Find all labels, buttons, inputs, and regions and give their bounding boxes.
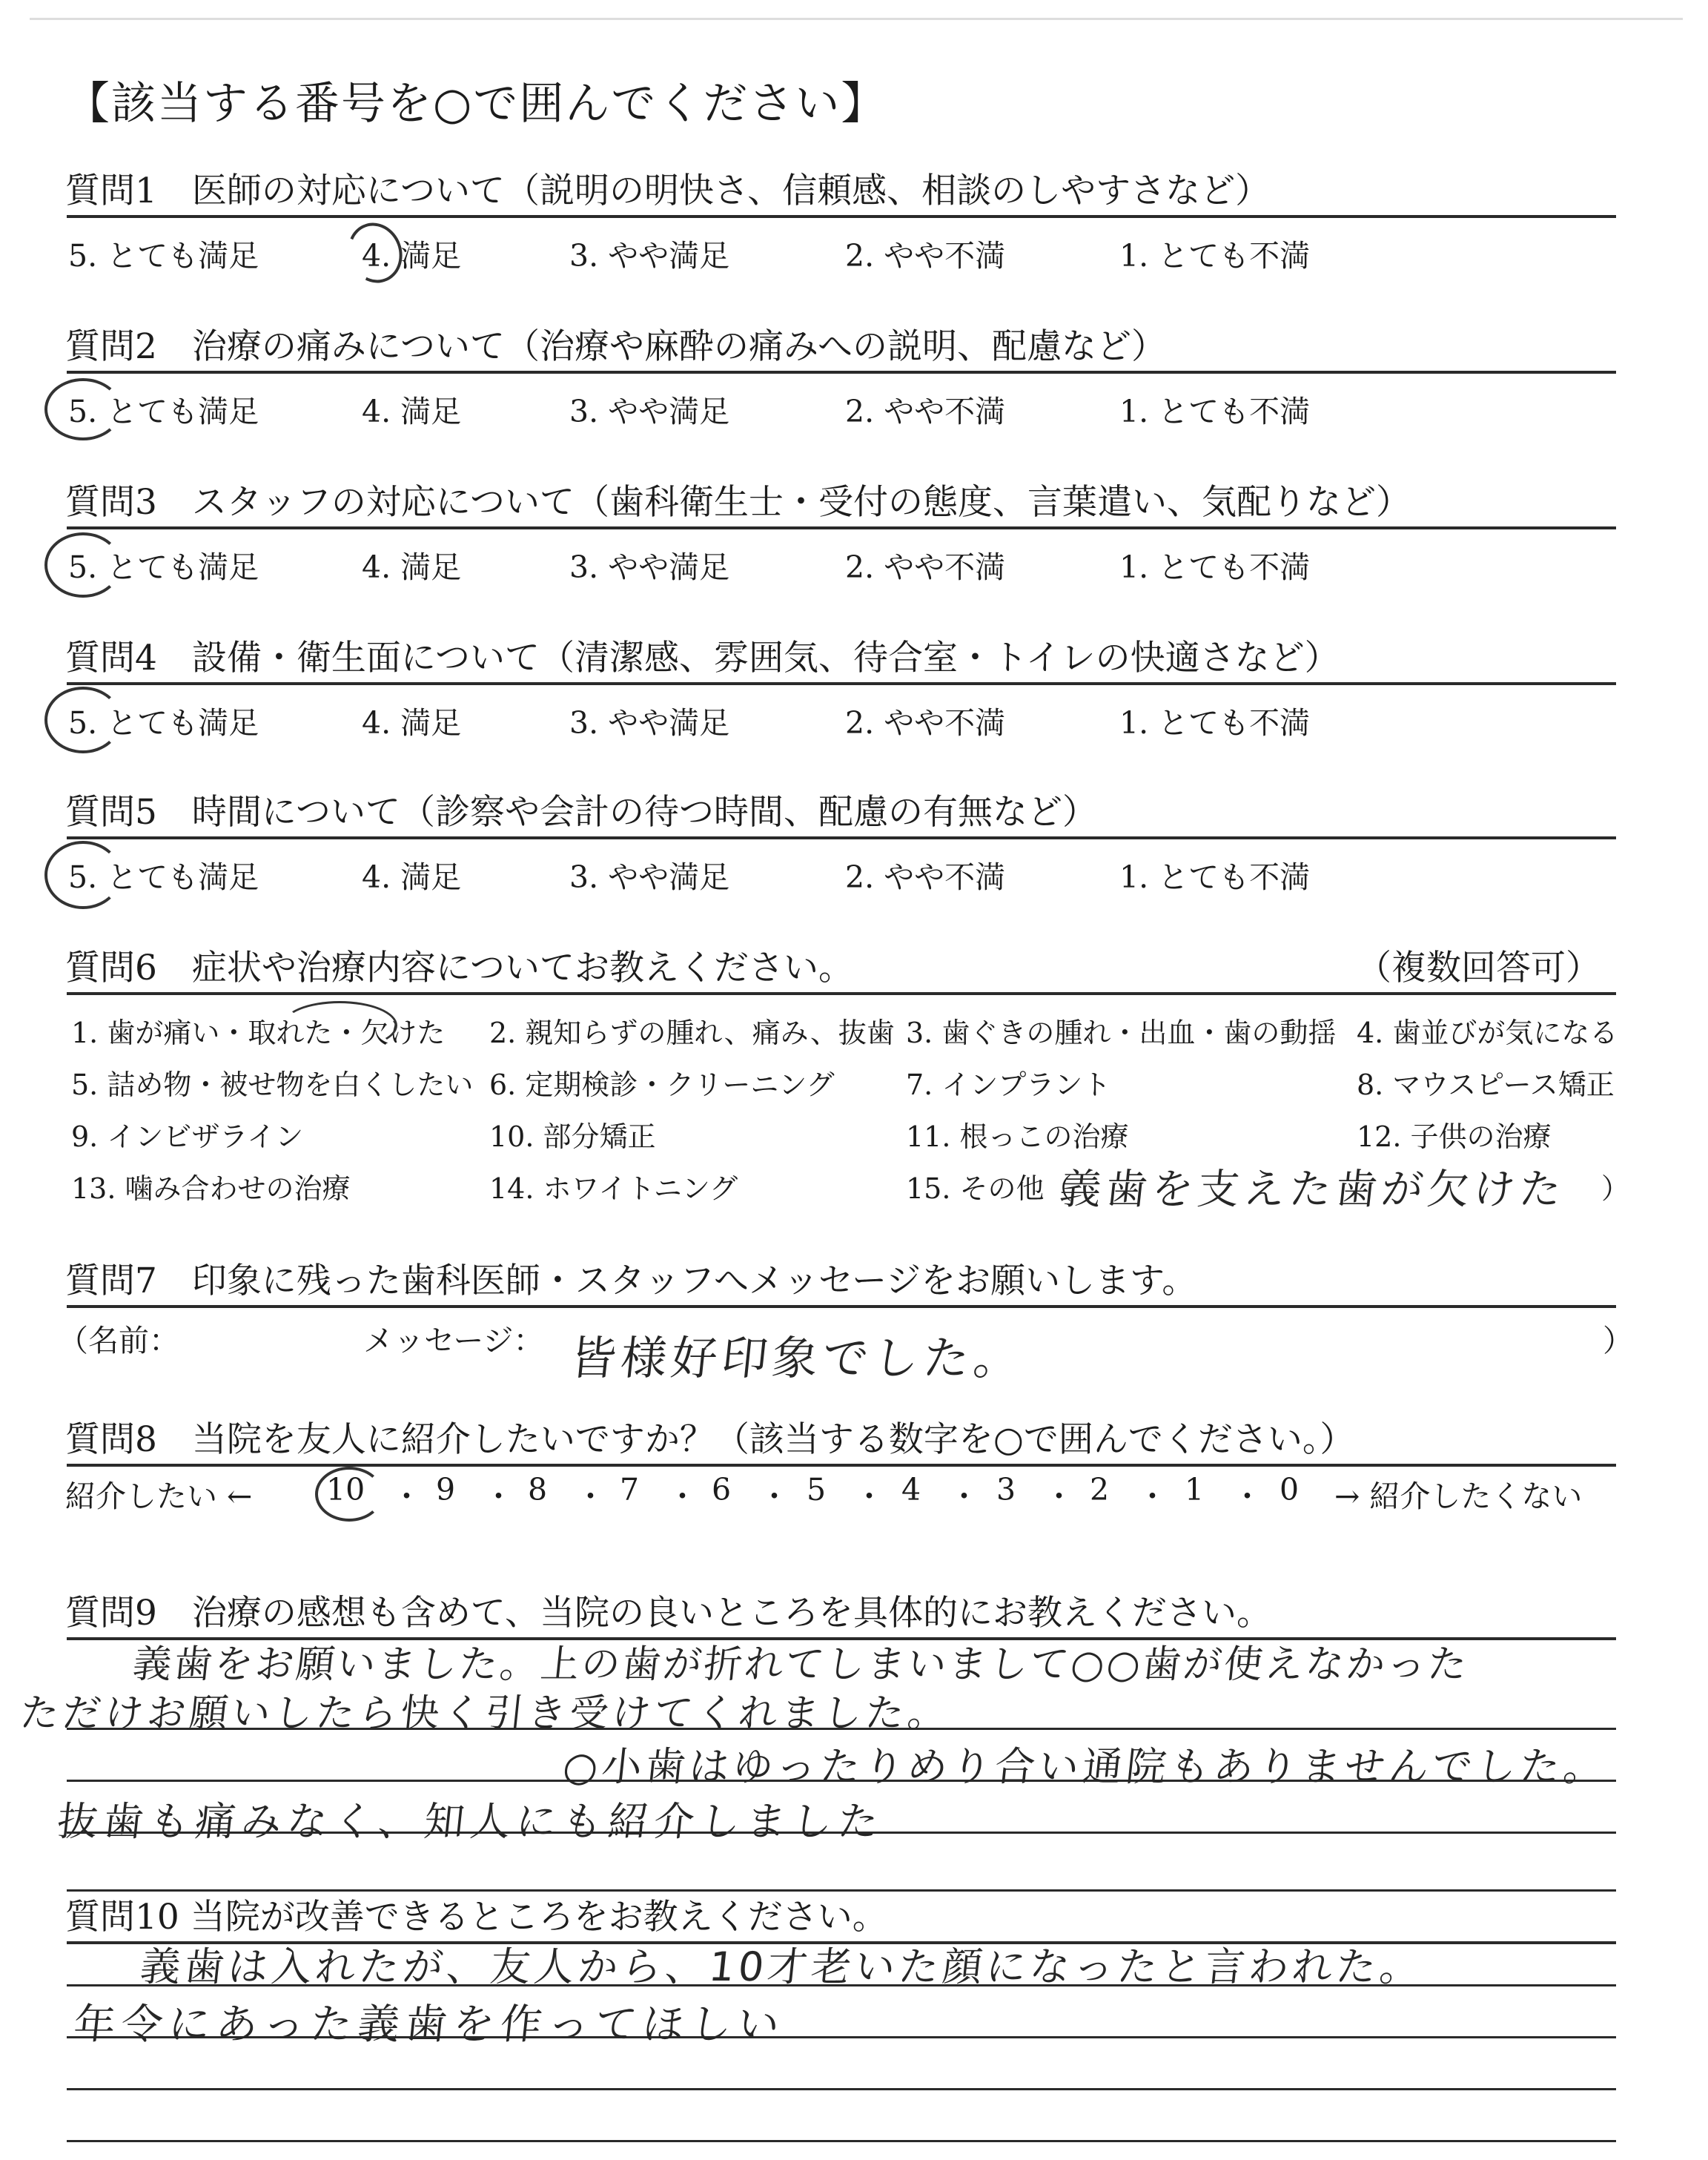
q6-other-close-paren: ） xyxy=(1601,1172,1630,1205)
question-3-rule xyxy=(67,526,1616,529)
question-5-text: 質問5 時間について（診察や会計の待つ時間、配慮の有無など） xyxy=(65,792,1097,833)
q2-option-2[interactable]: 2. やや不満 xyxy=(845,394,1006,429)
q6-option-10[interactable]: 10. 部分矯正 xyxy=(489,1120,656,1153)
q5-option-3[interactable]: 3. やや満足 xyxy=(569,859,730,895)
q3-option-1[interactable]: 1. とても不満 xyxy=(1119,549,1311,585)
q6-option-6[interactable]: 6. 定期検診・クリーニング xyxy=(489,1069,835,1101)
q8-option-9[interactable]: 9 xyxy=(436,1472,456,1507)
q8-separator: ・ xyxy=(1137,1479,1168,1514)
q7-close-paren: ） xyxy=(1603,1323,1633,1358)
q8-separator: ・ xyxy=(575,1479,606,1514)
q2-option-3[interactable]: 3. やや満足 xyxy=(569,394,730,429)
q6-option-14[interactable]: 14. ホワイトニング xyxy=(489,1172,738,1205)
q8-left-label: 紹介したい ← xyxy=(65,1479,253,1514)
question-5-rule xyxy=(67,836,1616,839)
question-1-text: 質問1 医師の対応について（説明の明快さ、信頼感、相談のしやすさなど） xyxy=(65,171,1271,211)
q8-option-1[interactable]: 1 xyxy=(1185,1472,1205,1507)
q6-option-8[interactable]: 8. マウスピース矯正 xyxy=(1357,1069,1615,1101)
q1-option-4[interactable]: 4. 満足 xyxy=(362,238,462,274)
question-8-rule xyxy=(67,1464,1616,1467)
q7-message-handwritten-answer[interactable]: 皆様好印象でした。 xyxy=(567,1331,1027,1385)
q1-option-1[interactable]: 1. とても不満 xyxy=(1119,238,1311,274)
scan-top-edge xyxy=(30,18,1683,20)
q8-separator: ・ xyxy=(1232,1479,1262,1514)
q8-option-10[interactable]: 10 xyxy=(326,1472,365,1507)
q3-option-4[interactable]: 4. 満足 xyxy=(362,549,462,585)
q8-separator: ・ xyxy=(667,1479,698,1514)
q5-option-2[interactable]: 2. やや不満 xyxy=(845,859,1006,895)
q5-option-1[interactable]: 1. とても不満 xyxy=(1119,859,1311,895)
q8-option-8[interactable]: 8 xyxy=(528,1472,548,1507)
q1-option-2[interactable]: 2. やや不満 xyxy=(845,238,1006,274)
q10-answer-line xyxy=(67,2088,1616,2090)
q7-message-label: メッセージ： xyxy=(363,1323,544,1358)
q5-hand-circle xyxy=(44,841,122,909)
q3-option-3[interactable]: 3. やや満足 xyxy=(569,549,730,585)
question-1-rule xyxy=(67,215,1616,218)
q6-option-11[interactable]: 11. 根っこの治療 xyxy=(906,1120,1129,1153)
q4-option-4[interactable]: 4. 満足 xyxy=(362,705,462,741)
q8-separator: ・ xyxy=(483,1479,514,1514)
q5-option-4[interactable]: 4. 満足 xyxy=(362,859,462,895)
question-3-text: 質問3 スタッフの対応について（歯科衛生士・受付の態度、言葉遣い、気配りなど） xyxy=(65,482,1411,523)
question-2-rule xyxy=(67,371,1616,374)
q6-option-2[interactable]: 2. 親知らずの腫れ、痛み、抜歯 xyxy=(489,1017,895,1049)
question-10-text: 質問10 当院が改善できるところをお教えください。 xyxy=(65,1897,887,1938)
q6-option-1-partial-mark xyxy=(282,1001,397,1050)
question-9-text: 質問9 治療の感想も含めて、当院の良いところを具体的にお教えください。 xyxy=(65,1593,1271,1634)
q8-separator: ・ xyxy=(759,1479,790,1514)
q6-option-7[interactable]: 7. インプラント xyxy=(906,1069,1111,1101)
q6-option-9[interactable]: 9. インビザライン xyxy=(71,1120,304,1153)
question-8-text: 質問8 当院を友人に紹介したいですか？（該当する数字を○で囲んでください。） xyxy=(65,1419,1355,1460)
q8-separator: ・ xyxy=(854,1479,884,1514)
q6-option-12[interactable]: 12. 子供の治療 xyxy=(1357,1120,1552,1153)
q8-separator: ・ xyxy=(949,1479,979,1514)
question-2-text: 質問2 治療の痛みについて（治療や麻酔の痛みへの説明、配慮など） xyxy=(65,326,1167,367)
question-7-text: 質問7 印象に残った歯科医師・スタッフへメッセージをお願いします。 xyxy=(65,1261,1197,1301)
q2-option-4[interactable]: 4. 満足 xyxy=(362,394,462,429)
q9-answer-line-3: ○小歯はゆったりめり合い通院もありませんでした。 xyxy=(560,1743,1610,1790)
q9-answer-line-2: ただけお願いしたら快く引き受けてくれました。 xyxy=(18,1691,953,1736)
q6-option-5[interactable]: 5. 詰め物・被せ物を白くしたい xyxy=(71,1069,474,1101)
q8-right-label: → 紹介したくない xyxy=(1334,1479,1583,1514)
q4-option-2[interactable]: 2. やや不満 xyxy=(845,705,1006,741)
q9-answer-line-1: 義歯をお願いました。上の歯が折れてしまいまして○○歯が使えなかった xyxy=(130,1642,1472,1687)
q8-option-2[interactable]: 2 xyxy=(1090,1472,1110,1507)
q6-option-3[interactable]: 3. 歯ぐきの腫れ・出血・歯の動揺 xyxy=(906,1017,1337,1049)
q5-option-5[interactable]: 5. とても満足 xyxy=(68,859,259,895)
q3-hand-circle xyxy=(44,532,122,598)
q6-option-13[interactable]: 13. 噛み合わせの治療 xyxy=(71,1172,351,1205)
q4-option-3[interactable]: 3. やや満足 xyxy=(569,705,730,741)
q8-option-4[interactable]: 4 xyxy=(901,1472,921,1507)
q7-name-label: （名前： xyxy=(58,1323,179,1358)
question-4-rule xyxy=(67,682,1616,685)
q10-answer-line-2: 年令にあった義歯を作ってほしい xyxy=(71,2001,788,2049)
q2-option-1[interactable]: 1. とても不満 xyxy=(1119,394,1311,429)
q10-answer-line xyxy=(67,2140,1616,2142)
q4-option-1[interactable]: 1. とても不満 xyxy=(1119,705,1311,741)
q8-hand-circle xyxy=(315,1467,383,1522)
q8-separator: ・ xyxy=(391,1479,422,1514)
q8-option-6[interactable]: 6 xyxy=(712,1472,732,1507)
q6-option-15[interactable]: 15. その他（ xyxy=(906,1172,1073,1205)
q8-option-7[interactable]: 7 xyxy=(620,1472,640,1507)
q8-option-3[interactable]: 3 xyxy=(996,1472,1016,1507)
q3-option-5[interactable]: 5. とても満足 xyxy=(68,549,259,585)
q6-option-4[interactable]: 4. 歯並びが気になる xyxy=(1357,1017,1618,1049)
q8-separator: ・ xyxy=(1044,1479,1074,1514)
q6-option-1[interactable]: 1. 歯が痛い・取れた・欠けた xyxy=(71,1017,446,1049)
q3-option-2[interactable]: 2. やや不満 xyxy=(845,549,1006,585)
q2-option-5[interactable]: 5. とても満足 xyxy=(68,394,259,429)
q1-hand-circle xyxy=(340,215,411,291)
q10-answer-line-1: 義歯は入れたが、友人から、10才老いた顔になったと言われた。 xyxy=(138,1943,1426,1990)
q6-other-handwritten-answer[interactable]: 義歯を支えた歯が欠けた xyxy=(1057,1166,1568,1214)
question-7-rule xyxy=(67,1305,1616,1308)
question-6-note: （複数回答可） xyxy=(1357,948,1601,988)
q9-answer-line-4: 抜歯も痛みなく、知人にも紹介しました xyxy=(55,1798,887,1845)
question-6-rule xyxy=(67,992,1616,995)
q2-hand-circle xyxy=(44,378,122,440)
question-4-text: 質問4 設備・衛生面について（清潔感、雰囲気、待合室・トイレの快適さなど） xyxy=(65,638,1340,678)
q4-hand-circle xyxy=(44,687,122,753)
q1-option-5[interactable]: 5. とても満足 xyxy=(68,238,259,274)
q8-option-5[interactable]: 5 xyxy=(807,1472,827,1507)
page-title: 【該当する番号を○で囲んでください】 xyxy=(65,78,887,130)
question-6-text: 質問6 症状や治療内容についてお教えください。 xyxy=(65,948,853,988)
q4-option-5[interactable]: 5. とても満足 xyxy=(68,705,259,741)
q8-option-0[interactable]: 0 xyxy=(1280,1472,1300,1507)
q1-option-3[interactable]: 3. やや満足 xyxy=(569,238,730,274)
